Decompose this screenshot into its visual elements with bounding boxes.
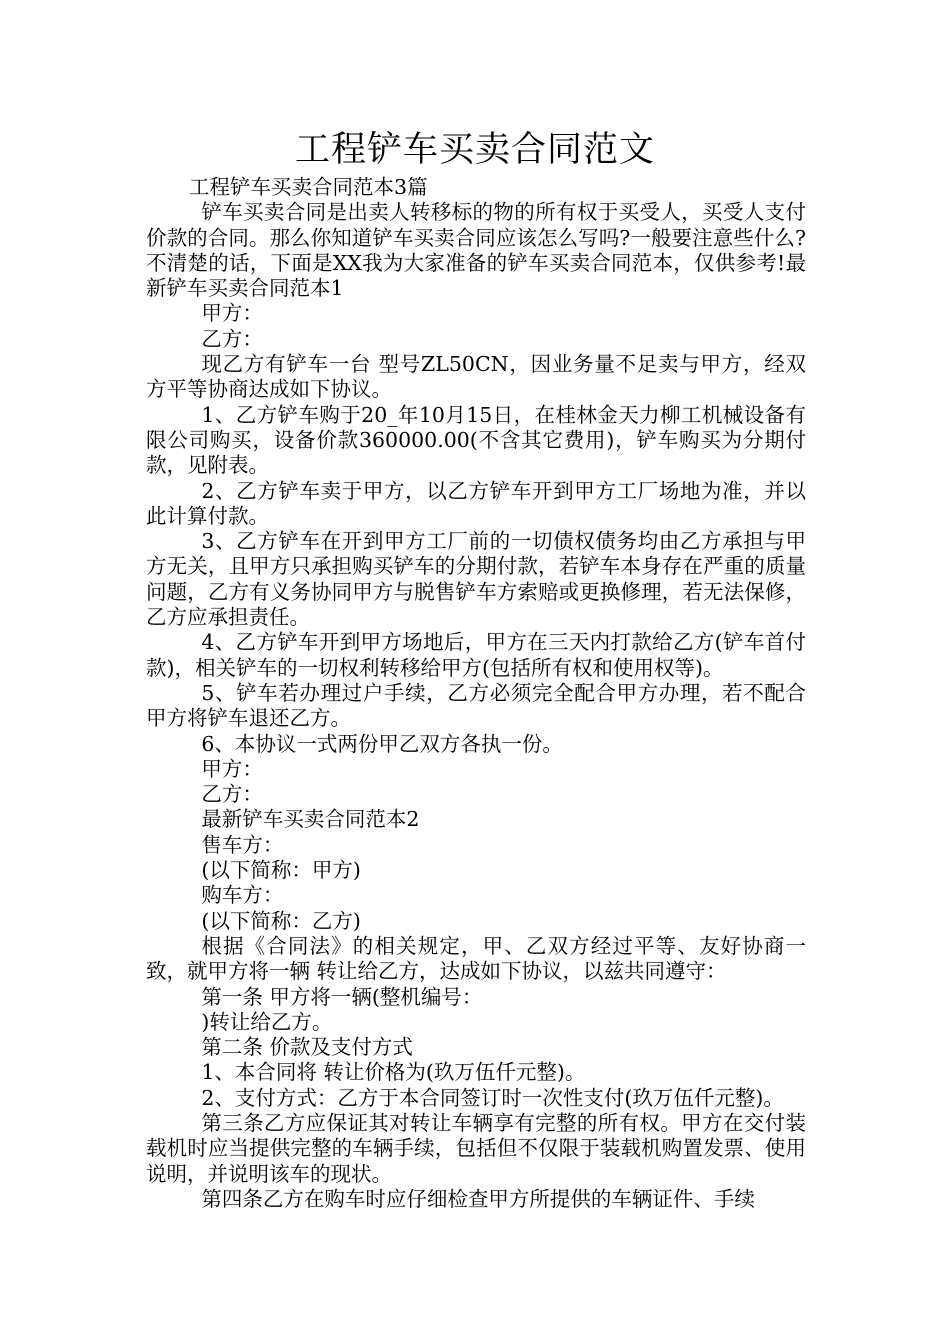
party-b-line: 乙方：	[201, 326, 263, 351]
article-2-item-1: 1、本合同将 转让价格为(玖万伍仟元整)。	[201, 1060, 586, 1085]
document-body	[146, 175, 806, 1212]
party-a-line: 甲方：	[201, 301, 263, 326]
buyer-line: 购车方：	[201, 883, 284, 908]
buyer-abbreviation: (以下简称：乙方)	[201, 908, 361, 933]
intro-paragraph: 铲车买卖合同是出卖人转移标的物的所有权于买受人，买受人支付价款的合同。那么你知道铲车买卖合同应该怎么写吗?一般要注意些什么?不清楚的话，下面是XX我为大家准备的铲车买卖合同范本，仅供参考!最新铲车买卖合同范本1	[146, 200, 806, 301]
document-title: 工程铲车买卖合同范文	[294, 130, 655, 170]
clause-4: 4、乙方铲车开到甲方场地后，甲方在三天内打款给乙方(铲车首付款)，相关铲车的一切权利转移给甲方(包括所有权和使用权等)。	[146, 630, 806, 680]
article-1: 第一条 甲方将一辆(整机编号：	[201, 984, 483, 1009]
template-2-heading: 最新铲车买卖合同范本2	[201, 807, 420, 832]
subtitle: 工程铲车买卖合同范本3篇	[189, 175, 428, 199]
article-4: 第四条乙方在购车时应仔细检查甲方所提供的车辆证件、手续	[201, 1186, 755, 1211]
preamble-paragraph: 根据《合同法》的相关规定，甲、乙双方经过平等、友好协商一致，就甲方将一辆 转让给乙方，达成如下协议，以兹共同遵守：	[146, 933, 806, 984]
party-a-signature-line: 甲方：	[201, 756, 263, 781]
clause-1: 1、乙方铲车购于20_年10月15日，在桂林金天力柳工机械设备有限公司购买，设备价款360000.00(不含其它费用)，铲车购买为分期付款，见附表。	[146, 402, 806, 478]
party-b-signature-line: 乙方：	[201, 782, 263, 807]
clause-2: 2、乙方铲车卖于甲方，以乙方铲车开到甲方工厂场地为准，并以此计算付款。	[146, 478, 806, 528]
contract-paragraph: 现乙方有铲车一台 型号ZL50CN，因业务量不足卖与甲方，经双方平等协商达成如下协议。	[146, 352, 806, 402]
article-2-heading: 第二条 价款及支付方式	[201, 1035, 413, 1060]
article-2-item-2: 2、支付方式：乙方于本合同签订时一次性支付(玖万伍仟元整)。	[201, 1085, 784, 1110]
clause-3: 3、乙方铲车在开到甲方工厂前的一切债权债务均由乙方承担与甲方无关，且甲方只承担购买铲车的分期付款，若铲车本身存在严重的质量问题，乙方有义务协同甲方与脱售铲车方索赔或更换修理，若无法保修，乙方应承担责任。	[146, 529, 806, 630]
clause-6: 6、本协议一式两份甲乙双方各执一份。	[201, 731, 563, 756]
article-1-continuation: )转让给乙方。	[201, 1009, 333, 1034]
seller-abbreviation: (以下简称：甲方)	[201, 858, 361, 883]
clause-5: 5、铲车若办理过户手续，乙方必须完全配合甲方办理，若不配合甲方将铲车退还乙方。	[146, 680, 806, 731]
seller-line: 售车方：	[201, 832, 284, 857]
article-3: 第三条乙方应保证其对转让车辆享有完整的所有权。甲方在交付装载机时应当提供完整的车辆手续，包括但不仅限于装载机购置发票、使用说明，并说明该车的现状。	[146, 1110, 806, 1186]
